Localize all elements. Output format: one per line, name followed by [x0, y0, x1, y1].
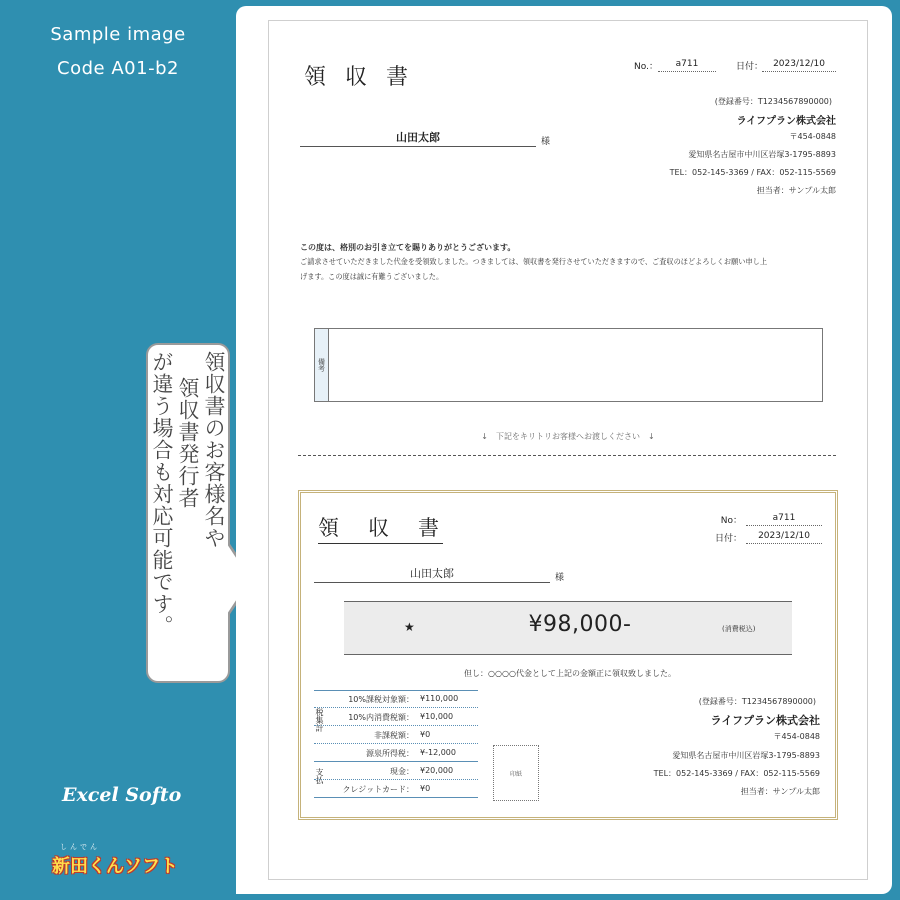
receipt2-date-label: 日付：: [714, 534, 742, 544]
payment-row: [314, 762, 478, 780]
cut-note: ↓ 下記をキリトリお客様へお渡しください ↓: [481, 432, 655, 441]
tax-row: [314, 708, 478, 726]
star-mark: ★: [404, 620, 415, 634]
tax-row-value: ¥110,000: [420, 694, 459, 703]
issuer-reg-no: (登録番号：T1234567890000): [714, 97, 832, 106]
customer-underline: [300, 146, 536, 147]
payment-row: [314, 780, 478, 798]
receipt2-issuer-address: 愛知県名古屋市中川区岩塚3-1795-8893: [672, 751, 820, 760]
brand-logo-excel-softo: Excel Softo: [62, 784, 182, 806]
no-value: a711: [658, 59, 716, 72]
logo-ruby: しんでん: [60, 843, 100, 851]
payment-row-value: ¥20,000: [420, 766, 454, 775]
receipt2-title: 領 収 書: [318, 512, 443, 544]
message-line2: げます。この度は誠に有難うございました。: [300, 272, 444, 281]
receipt2-date-value: 2023/12/10: [746, 531, 822, 544]
receipt2-no-label: No：: [720, 516, 742, 526]
receipt2-issuer-staff: 担当者：サンプル太郎: [740, 787, 820, 796]
receipt2-issuer-company: ライフプラン株式会社: [710, 714, 820, 727]
remarks-label: 備考: [315, 329, 329, 401]
tax-row-label: 10%内消費税額：: [348, 713, 414, 722]
cut-line: [298, 455, 836, 456]
callout-text-col2: 領収書発行者: [176, 377, 200, 509]
remarks-box[interactable]: [314, 328, 823, 402]
issuer-staff: 担当者：サンプル太郎: [756, 186, 836, 195]
callout-bubble: [146, 343, 230, 683]
payment-row-label: 現金：: [390, 767, 414, 776]
sample-image-label: Sample image: [50, 24, 186, 45]
receipt2-customer: 山田太郎: [410, 567, 454, 580]
tax-group-label: 税集計: [315, 708, 324, 732]
payment-row-label: クレジットカード：: [342, 785, 414, 794]
issuer-tel: TEL：052-145-3369 / FAX：052-115-5569: [669, 168, 836, 177]
tax-included-note: (消費税込): [722, 625, 756, 633]
receipt2-issuer-reg-no: (登録番号：T1234567890000): [698, 697, 816, 706]
tax-summary-table: [314, 690, 478, 798]
date-value: 2023/12/10: [762, 59, 836, 72]
message-bold: この度は、格別のお引き立てを賜りありがとうございます。: [300, 243, 516, 252]
payment-group-label: 支払: [315, 768, 324, 784]
revenue-stamp-box: 印紙: [493, 745, 539, 801]
callout-text-col1: 領収書のお客様名や: [202, 351, 226, 549]
payment-row-value: ¥0: [420, 784, 431, 793]
tax-row-value: ¥10,000: [420, 712, 454, 721]
proviso: 但し：○○○○代金として上記の金額正に領収致しました。: [464, 669, 676, 678]
customer-name: 山田太郎: [396, 131, 440, 144]
tax-row: [314, 744, 478, 762]
brand-logo-shinden-kun-soft: 新田くんソフト: [52, 856, 178, 877]
tax-row: [314, 726, 478, 744]
message-line1: ご請求させていただきました代金を受領致しました。つきましては、領収書を発行させていただきますので、ご査収のほどよろしくお願い申し上: [300, 257, 768, 266]
issuer-zip: 〒454-0848: [789, 132, 836, 141]
callout-text-col3: が違う場合も対応可能です。: [150, 351, 174, 637]
honorific: 様: [541, 137, 551, 147]
code-label: Code A01-b2: [57, 58, 179, 79]
tax-row: [314, 690, 478, 708]
tax-row-value: ¥0: [420, 730, 431, 739]
tax-row-label: 源泉所得税：: [366, 749, 414, 758]
date-label: 日付：: [736, 62, 764, 72]
receipt2-issuer-zip: 〒454-0848: [773, 732, 820, 741]
issuer-address: 愛知県名古屋市中川区岩塚3-1795-8893: [688, 150, 836, 159]
receipt2-customer-underline: [314, 582, 550, 583]
receipt2-issuer-tel: TEL：052-145-3369 / FAX：052-115-5569: [653, 769, 820, 778]
issuer-company: ライフプラン株式会社: [736, 116, 836, 127]
receipt2-no-value: a711: [746, 513, 822, 526]
tax-row-label: 10%課税対象額：: [348, 695, 414, 704]
amount-value: ¥98,000-: [528, 612, 632, 637]
no-label: No.：: [634, 62, 658, 72]
receipt2-honorific: 様: [555, 573, 565, 583]
receipt-title: 領 収 書: [304, 65, 414, 90]
tax-row-label: 非課税額：: [374, 731, 414, 740]
tax-row-value: ¥-12,000: [420, 748, 456, 757]
